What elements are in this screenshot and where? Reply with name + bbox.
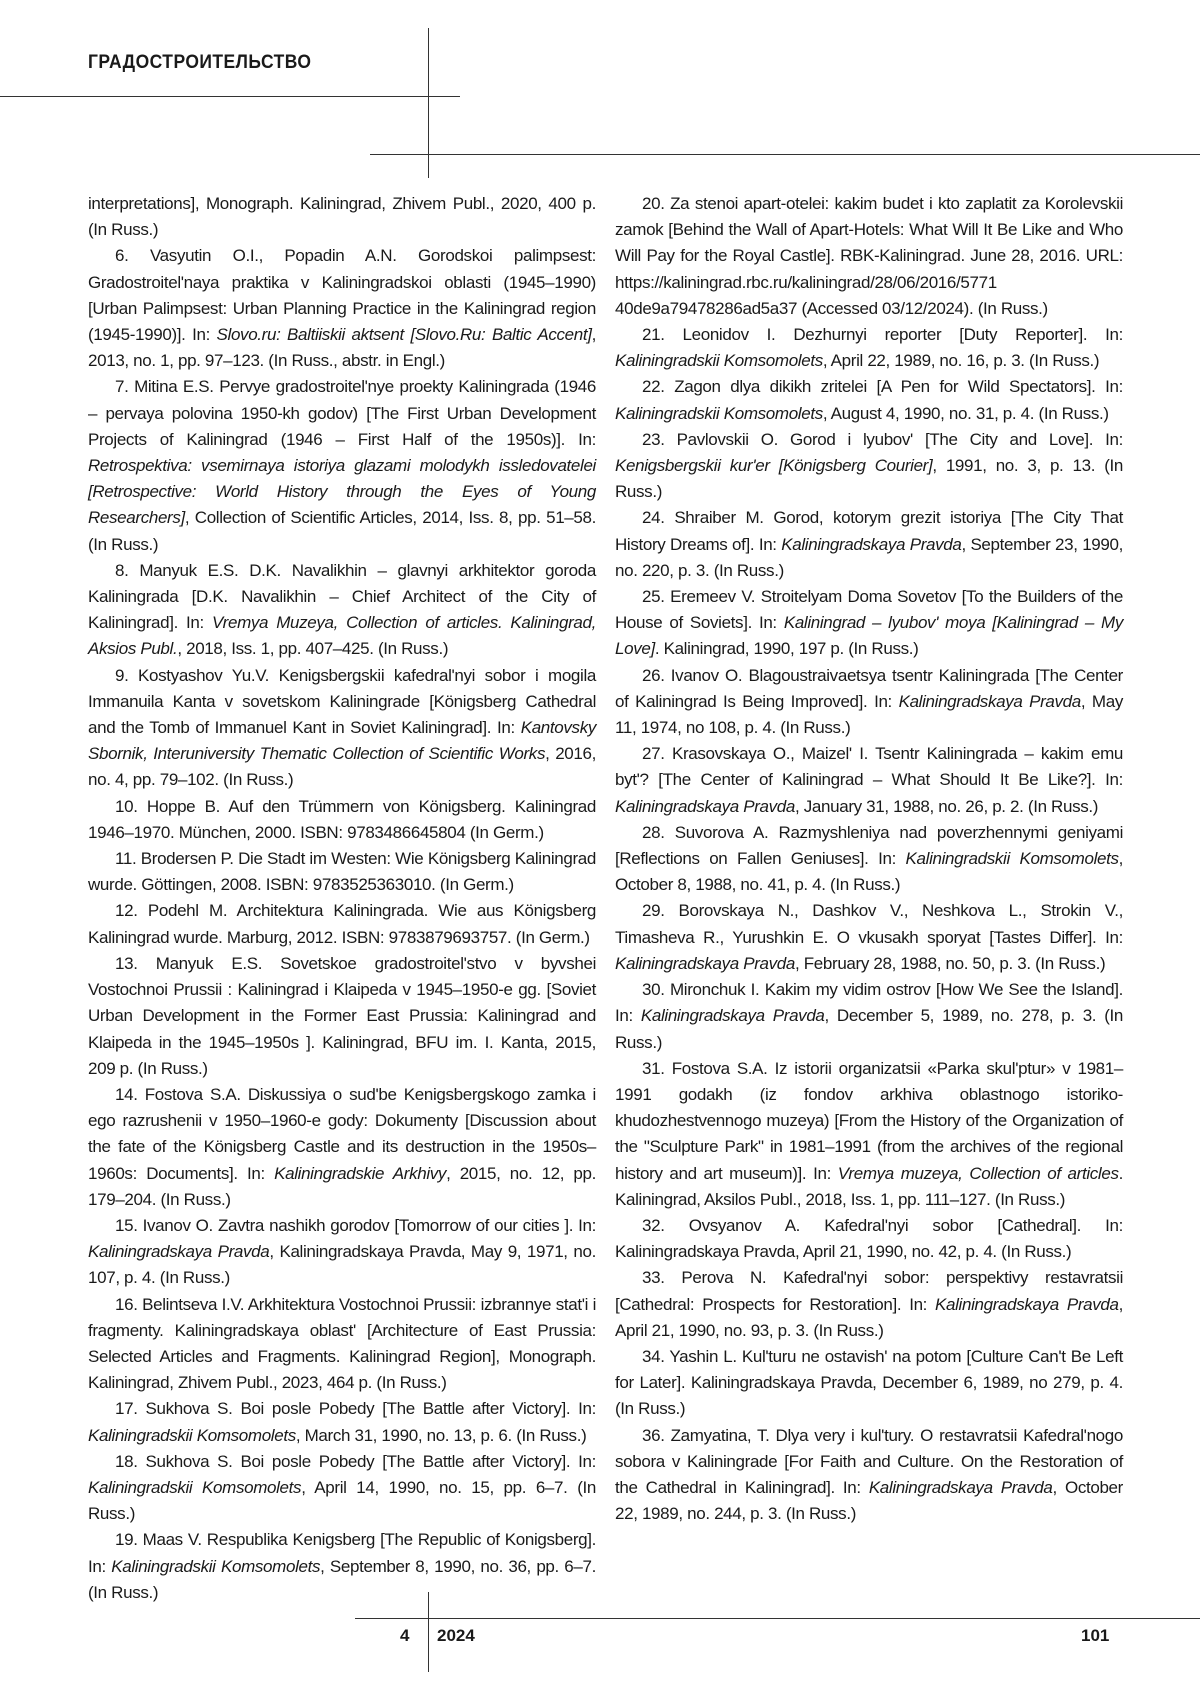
section-title: ГРАДОСТРОИТЕЛЬСТВО xyxy=(88,52,312,73)
footer-issue-number: 4 xyxy=(400,1626,410,1645)
reference-item: 14. Fostova S.A. Diskussiya o sud'be Kenigsbergskogo zamka i ego razrushenii v 1950–1960-e gody: Dokumenty [Discussion about the fate of the Königsberg Castle and its destruction in the 1950s–1960s: Documents]. In: Kaliningradskie Arkhivy, 2015, no. 12, pp. 179–204. (In Russ.) xyxy=(88,1084,596,1209)
reference-item: 29. Borovskaya N., Dashkov V., Neshkova L., Strokin V., Timasheva R., Yurushkin E. O vkusakh sporyat [Tastes Differ]. In: Kaliningradskaya Pravda, February 28, 1988, no. 50, p. 3. (In Russ.) xyxy=(615,901,1123,973)
reference-item: 6. Vasyutin O.I., Popadin A.N. Gorodskoi palimpsest: Gradostroitel'naya praktika v Kaliningradskoi oblasti (1945–1990) [Urban Palimpsest: Urban Planning Practice in the Kaliningrad region (1945-1990)]. In: Slovo.ru: Baltiiskii aktsent [Slovo.Ru: Baltic Accent], 2013, no. 1, pp. 97–123. (In Russ., abstr. in Engl.) xyxy=(88,246,596,371)
reference-item: 25. Eremeev V. Stroitelyam Doma Sovetov [To the Builders of the House of Soviets]. In: Kaliningrad – lyubov' moya [Kaliningrad – My Love]. Kaliningrad, 1990, 197 p. (In Russ.) xyxy=(615,587,1123,659)
reference-item: interpretations], Monograph. Kaliningrad, Zhivem Publ., 2020, 400 p. (In Russ.) xyxy=(88,194,596,240)
references-left-column xyxy=(88,191,596,1606)
reference-item: 9. Kostyashov Yu.V. Kenigsbergskii kafedral'nyi sobor i mogila Immanuila Kanta v sovetskom Kaliningrade [Königsberg Cathedral and the Tomb of Immanuel Kant in Soviet Kaliningrad]. In: Kantovsky Sbornik, Interuniversity Thematic Collection of Scientific Works, 2016, no. 4, pp. 79–102. (In Russ.) xyxy=(88,665,596,790)
header-rule xyxy=(0,96,460,97)
reference-item: 36. Zamyatina, T. Dlya very i kul'tury. O restavratsii Kafedral'nogo sobora v Kaliningrade [For Faith and Culture. On the Restoration of the Cathedral in Kaliningrad]. In: Kaliningradskaya Pravda, October 22, 1989, no. 244, p. 3. (In Russ.) xyxy=(615,1425,1123,1524)
reference-item: 19. Maas V. Respublika Kenigsberg [The Republic of Konigsberg]. In: Kaliningradskii Komsomolets, September 8, 1990, no. 36, pp. 6–7. (In Russ.) xyxy=(88,1530,596,1602)
reference-item: 8. Manyuk E.S. D.K. Navalikhin – glavnyi arkhitektor goroda Kaliningrada [D.K. Navalikhin – Chief Architect of the City of Kaliningrad]. In: Vremya Muzeya, Collection of articles. Kaliningrad, Aksios Publ., 2018, Iss. 1, pp. 407–425. (In Russ.) xyxy=(88,560,596,659)
reference-item: 27. Krasovskaya O., Maizel' I. Tsentr Kaliningrada – kakim emu byt'? [The Center of Kaliningrad – What Should It Be Like?]. In: Kaliningradskaya Pravda, January 31, 1988, no. 26, p. 2. (In Russ.) xyxy=(615,744,1123,816)
page-number: 101 xyxy=(1081,1626,1110,1645)
reference-item: 34. Yashin L. Kul'turu ne ostavish' na potom [Culture Can't Be Left for Later]. Kaliningradskaya Pravda, December 6, 1989, no 279, p. 4. (In Russ.) xyxy=(615,1346,1123,1419)
references-right-column xyxy=(615,191,1123,1527)
reference-item: 21. Leonidov I. Dezhurnyi reporter [Duty Reporter]. In: Kaliningradskii Komsomolets, April 22, 1989, no. 16, p. 3. (In Russ.) xyxy=(615,325,1123,371)
reference-item: 10. Hoppe B. Auf den Trümmern von Königsberg. Kaliningrad 1946–1970. München, 2000. ISBN: 9783486645804 (In Germ.) xyxy=(88,796,596,842)
reference-item: 13. Manyuk E.S. Sovetskoe gradostroitel'stvo v byvshei Vostochnoi Prussii : Kaliningrad i Klaipeda v 1945–1950-e gg. [Soviet Urban Development in the Former East Prussia: Kaliningrad and Klaipeda in the 1945–1950s ]. Kaliningrad, BFU im. I. Kanta, 2015, 209 p. (In Russ.) xyxy=(88,953,596,1078)
reference-item: 23. Pavlovskii O. Gorod i lyubov' [The City and Love]. In: Kenigsbergskii kur'er [Königsberg Courier], 1991, no. 3, p. 13. (In Russ.) xyxy=(615,429,1123,502)
reference-item: 22. Zagon dlya dikikh zritelei [A Pen for Wild Spectators]. In: Kaliningradskii Komsomolets, August 4, 1990, no. 31, p. 4. (In Russ.) xyxy=(615,377,1123,423)
reference-item: 20. Za stenoi apart-otelei: kakim budet i kto zaplatit za Korolevskii zamok [Behind the Wall of Apart-Hotels: What Will It Be Like and Who Will Pay for the Royal Castle]. RBK-Kaliningrad. June 28, 2016. URL: https://kaliningrad.rbc.ru/kaliningrad/28/06/2016/5771 40de9a79478286ad5a37 (Accessed 03/12/2024). (In Russ.) xyxy=(615,194,1123,318)
header-rule-right xyxy=(370,154,1200,155)
footer-year: 2024 xyxy=(437,1626,475,1645)
reference-item: 11. Brodersen P. Die Stadt im Westen: Wie Königsberg Kaliningrad wurde. Göttingen, 2008. ISBN: 9783525363010. (In Germ.) xyxy=(88,849,596,895)
header-divider-vertical xyxy=(428,28,429,178)
reference-item: 30. Mironchuk I. Kakim my vidim ostrov [How We See the Island]. In: Kaliningradskaya Pravda, December 5, 1989, no. 278, p. 3. (In Russ.) xyxy=(615,980,1123,1052)
footer-rule xyxy=(355,1618,1200,1619)
reference-item: 26. Ivanov O. Blagoustraivaetsya tsentr Kaliningrada [The Center of Kaliningrad Is Being Improved]. In: Kaliningradskaya Pravda, May 11, 1974, no 108, p. 4. (In Russ.) xyxy=(615,665,1123,738)
reference-item: 7. Mitina E.S. Pervye gradostroitel'nye proekty Kaliningrada (1946 – pervaya polovina 1950-kh godov) [The First Urban Development Projects of Kaliningrad (1946 – First Half of the 1950s)]. In: Retrospektiva: vsemirnaya istoriya glazami molodykh issledovatelei [Retrospective: World History through the Eyes of Young Researchers], Collection of Scientific Articles, 2014, Iss. 8, pp. 51–58. (In Russ.) xyxy=(88,377,596,554)
reference-item: 28. Suvorova A. Razmyshleniya nad poverzhennymi geniyami [Reflections on Fallen Geniuses]. In: Kaliningradskii Komsomolets, October 8, 1988, no. 41, p. 4. (In Russ.) xyxy=(615,822,1123,895)
reference-item: 18. Sukhova S. Boi posle Pobedy [The Battle after Victory]. In: Kaliningradskii Komsomolets, April 14, 1990, no. 15, pp. 6–7. (In Russ.) xyxy=(88,1451,596,1524)
reference-item: 12. Podehl M. Architektura Kaliningrada. Wie aus Königsberg Kaliningrad wurde. Marburg, 2012. ISBN: 9783879693757. (In Germ.) xyxy=(88,901,596,947)
reference-item: 15. Ivanov O. Zavtra nashikh gorodov [Tomorrow of our cities ]. In: Kaliningradskaya Pravda, Kaliningradskaya Pravda, May 9, 1971, no. 107, p. 4. (In Russ.) xyxy=(88,1215,596,1288)
reference-item: 32. Ovsyanov A. Kafedral'nyi sobor [Cathedral]. In: Kaliningradskaya Pravda, April 21, 1990, no. 42, p. 4. (In Russ.) xyxy=(615,1215,1123,1262)
reference-item: 24. Shraiber M. Gorod, kotorym grezit istoriya [The City That History Dreams of]. In: Kaliningradskaya Pravda, September 23, 1990, no. 220, p. 3. (In Russ.) xyxy=(615,508,1123,580)
reference-item: 31. Fostova S.A. Iz istorii organizatsii «Parka skul'ptur» v 1981–1991 godakh (iz fondov arkhiva oblastnogo istoriko-khudozhestvennogo muzeya) [From the History of the Organization of the "Sculpture Park" in 1981–1991 (from the archives of the regional history and art museum)]. In: Vremya muzeya, Collection of articles. Kaliningrad, Aksilos Publ., 2018, Iss. 1, pp. 111–127. (In Russ.) xyxy=(615,1058,1123,1209)
reference-item: 33. Perova N. Kafedral'nyi sobor: perspektivy restavratsii [Cathedral: Prospects for Restoration]. In: Kaliningradskaya Pravda, April 21, 1990, no. 93, p. 3. (In Russ.) xyxy=(615,1268,1123,1340)
reference-item: 16. Belintseva I.V. Arkhitektura Vostochnoi Prussii: izbrannye stat'i i fragmenty. Kaliningradskaya oblast' [Architecture of East Prussia: Selected Articles and Fragments. Kaliningrad Region], Monograph. Kaliningrad, Zhivem Publ., 2023, 464 p. (In Russ.) xyxy=(88,1294,596,1393)
reference-item: 17. Sukhova S. Boi posle Pobedy [The Battle after Victory]. In: Kaliningradskii Komsomolets, March 31, 1990, no. 13, p. 6. (In Russ.) xyxy=(88,1399,596,1445)
